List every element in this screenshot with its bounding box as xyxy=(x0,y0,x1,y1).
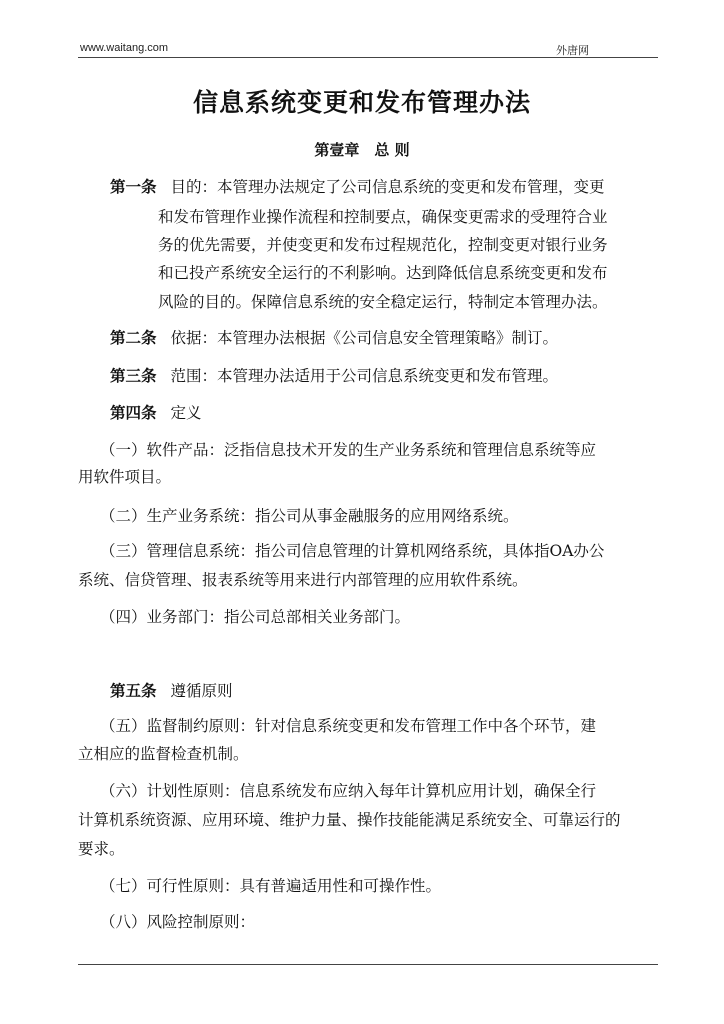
article-text: 目的：本管理办法规定了公司信息系统的变更和发布管理，变更 xyxy=(170,178,605,196)
principle-item: （五）监督制约原则：针对信息系统变更和发布管理工作中各个环节，建 xyxy=(100,717,597,735)
article-label: 第四条 xyxy=(110,404,157,422)
header-site-url: www.waitang.com xyxy=(80,42,169,54)
article-text: 范围：本管理办法适用于公司信息系统变更和发布管理。 xyxy=(170,367,559,385)
header-divider xyxy=(78,57,658,58)
definition-item: （四）业务部门：指公司总部相关业务部门。 xyxy=(100,608,411,626)
article-5 xyxy=(110,681,233,701)
principle-item: （七）可行性原则：具有普遍适用性和可操作性。 xyxy=(100,877,442,895)
article-2 xyxy=(110,328,558,348)
article-1-line xyxy=(110,177,605,197)
footer-divider xyxy=(78,964,658,965)
principle-item: （六）计划性原则：信息系统发布应纳入每年计算机应用计划，确保全行 xyxy=(100,782,597,800)
principle-item: （八）风险控制原则： xyxy=(100,913,256,931)
article-text: 依据：本管理办法根据《公司信息安全管理策略》制订。 xyxy=(170,329,559,347)
article-label: 第二条 xyxy=(110,329,157,347)
article-label: 第三条 xyxy=(110,367,157,385)
article-label: 第一条 xyxy=(110,178,157,196)
article-4 xyxy=(110,403,202,423)
definition-item-cont: 系统、信贷管理、报表系统等用来进行内部管理的应用软件系统。 xyxy=(78,571,528,589)
article-text: 遵循原则 xyxy=(170,682,233,700)
header-brand: 外唐网 xyxy=(556,44,589,57)
principle-item-cont: 计算机系统资源、应用环境、维护力量、操作技能能满足系统安全、可靠运行的 xyxy=(78,811,621,829)
definition-item-cont: 用软件项目。 xyxy=(78,468,172,486)
principle-item-cont: 要求。 xyxy=(78,840,125,858)
article-text: 定义 xyxy=(170,404,202,422)
principle-item-cont: 立相应的监督检查机制。 xyxy=(78,745,249,763)
definition-item: （一）软件产品：泛指信息技术开发的生产业务系统和管理信息系统等应 xyxy=(100,441,597,459)
definition-item: （二）生产业务系统：指公司从事金融服务的应用网络系统。 xyxy=(100,507,519,525)
article-3 xyxy=(110,366,558,386)
article-label: 第五条 xyxy=(110,682,157,700)
definition-item: （三）管理信息系统：指公司信息管理的计算机网络系统，具体指OA办公 xyxy=(100,542,605,560)
chapter-heading: 第壹章 总 则 xyxy=(314,141,410,159)
article-text-line: 风险的目的。保障信息系统的安全稳定运行，特制定本管理办法。 xyxy=(158,293,608,311)
article-text-line: 务的优先需要，并使变更和发布过程规范化，控制变更对银行业务 xyxy=(158,236,608,254)
article-text-line: 和发布管理作业操作流程和控制要点，确保变更需求的受理符合业 xyxy=(158,208,608,226)
document-title: 信息系统变更和发布管理办法 xyxy=(192,88,531,117)
article-text-line: 和已投产系统安全运行的不利影响。达到降低信息系统变更和发布 xyxy=(158,264,608,282)
